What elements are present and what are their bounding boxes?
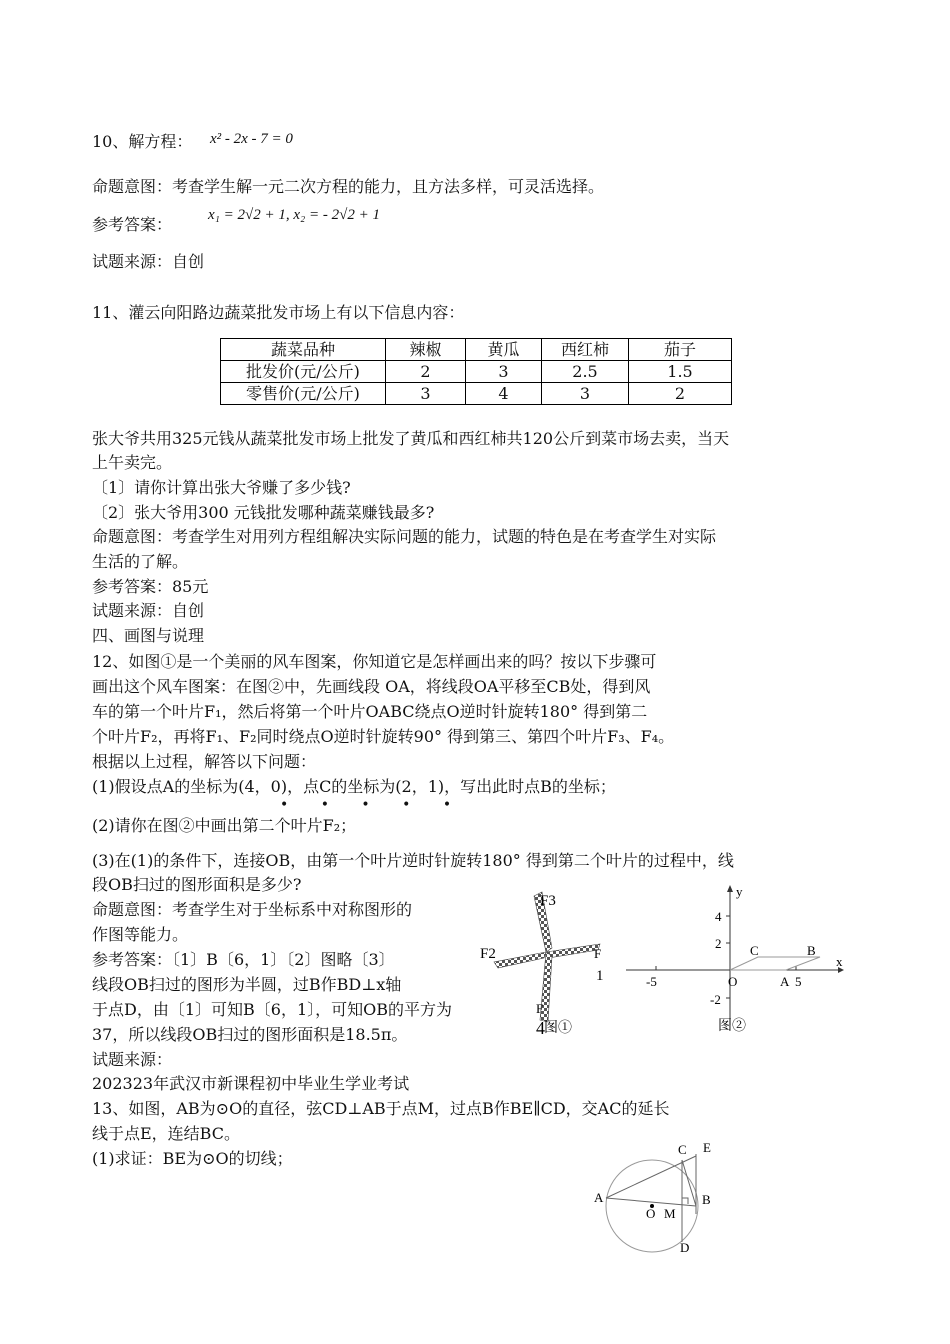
q11-intent-1: 命题意图：考查学生对用列方程组解决实际问题的能力，试题的特色是在考查学生对实际 <box>92 527 717 546</box>
table-cell: 3 <box>386 383 466 405</box>
q11-title: 11、灌云向阳路边蔬菜批发市场上有以下信息内容： <box>92 303 465 322</box>
q11-intent-2: 生活的了解。 <box>92 552 189 571</box>
q11-part-1: 〔1〕请你计算出张大爷赚了多少钱? <box>92 478 351 497</box>
point-b-label: B <box>702 1192 711 1207</box>
table-header-cell: 茄子 <box>629 339 732 361</box>
q13-line-2: 线于点E，连结BC。 <box>92 1124 240 1143</box>
table-header-cell: 西红柿 <box>542 339 629 361</box>
table-cell: 4 <box>466 383 542 405</box>
table-cell: 批发价(元/公斤) <box>221 361 386 383</box>
x-tick-label: 5 <box>795 974 802 989</box>
q12-part-3b: 段OB扫过的图形面积是多少? <box>92 875 302 894</box>
q10-source: 试题来源：自创 <box>92 252 205 271</box>
q12-line-2: 画出这个风车图案：在图②中，先画线段 OA，将线段OA平移至CB处，得到风 <box>92 677 651 696</box>
windmill-blade-f1 <box>546 944 600 958</box>
table-cell: 2 <box>386 361 466 383</box>
point-o-label: O <box>646 1206 656 1221</box>
table-row <box>221 361 732 383</box>
y-tick-label: 4 <box>715 909 722 924</box>
coordinate-figure <box>620 880 850 1036</box>
q12-source: 202323年武汉市新课程初中毕业生学业考试 <box>92 1074 410 1093</box>
q10-answer-label: 参考答案： <box>92 215 173 234</box>
q11-body-1: 张大爷共用325元钱从蔬菜批发市场上批发了黄瓜和西红柿共120公斤到菜市场去卖，当天 <box>92 429 730 448</box>
table-header-cell: 辣椒 <box>386 339 466 361</box>
x-tick-label: -5 <box>646 974 657 989</box>
segment-bc <box>682 1160 696 1206</box>
point-a-label: A <box>594 1190 604 1205</box>
windmill-figure <box>478 888 608 1040</box>
point-m-label: M <box>664 1206 676 1221</box>
fig1-label-4: 4 <box>536 1018 545 1038</box>
point-a-label: A <box>780 974 790 989</box>
q11-answer: 参考答案：85元 <box>92 577 209 596</box>
q10-line <box>92 131 192 153</box>
q12-intent-2: 作图等能力。 <box>92 925 189 944</box>
fig1-label-f3: F3 <box>540 893 556 909</box>
fig1-label-f: F <box>536 1001 544 1016</box>
q12-part-1: (1)假设点A的坐标为(4，0)，点C的坐标为(2，1)，写出此时点B的坐标； <box>92 777 616 796</box>
table-cell: 3 <box>542 383 629 405</box>
q12-intent-1: 命题意图：考查学生对于坐标系中对称图形的 <box>92 900 413 919</box>
point-e-label: E <box>703 1140 711 1155</box>
fig1-label-f: F <box>594 946 602 961</box>
fig1-label-f2: F2 <box>480 946 496 962</box>
fig1-label-1: 1 <box>596 968 604 984</box>
q10-equation: x² - 2x - 7 = 0 <box>210 131 293 147</box>
table-header-cell: 蔬菜品种 <box>221 339 386 361</box>
circle-figure <box>588 1136 728 1256</box>
table-cell: 2 <box>629 383 732 405</box>
vegetable-price-table <box>220 338 732 405</box>
q10-intent: 命题意图：考查学生解一元二次方程的能力，且方法多样，可灵活选择。 <box>92 177 605 196</box>
section-heading: 四、画图与说理 <box>92 626 205 645</box>
q12-line-3: 车的第一个叶片F₁，然后将第一个叶片OABC绕点O逆时针旋转180° 得到第二 <box>92 702 648 721</box>
y-axis-label: y <box>736 884 743 899</box>
table-cell: 3 <box>466 361 542 383</box>
x-axis-label: x <box>836 954 843 969</box>
q12-part-3a: (3)在(1)的条件下，连接OB，由第一个叶片逆时针旋转180° 得到第二个叶片的过程中，线 <box>92 851 734 870</box>
blade-oabc <box>730 957 820 970</box>
q12-line-1: 12、如图①是一个美丽的风车图案，你知道它是怎样画出来的吗？按以下步骤可 <box>92 652 657 671</box>
point-c-label: C <box>678 1142 687 1157</box>
fig2-caption: 图② <box>718 1019 746 1034</box>
point-d-label: D <box>680 1240 690 1255</box>
right-angle-mark <box>682 1198 688 1204</box>
q12-part-2: (2)请你在图②中画出第二个叶片F₂； <box>92 816 357 835</box>
q10-label: 10、解方程： <box>92 132 193 151</box>
q11-source: 试题来源：自创 <box>92 601 205 620</box>
q11-part-2: 〔2〕张大爷用300 元钱批发哪种蔬菜赚钱最多? <box>92 503 435 522</box>
table-cell: 零售价(元/公斤) <box>221 383 386 405</box>
q12-answer-4: 37，所以线段OB扫过的图形面积是18.5π。 <box>92 1025 408 1044</box>
q12-answer-2: 线段OB扫过的图形为半圆，过B作BD⊥x轴 <box>92 975 402 994</box>
table-cell: 2.5 <box>542 361 629 383</box>
point-b-label: B <box>807 943 816 958</box>
table-row <box>221 383 732 405</box>
q10-answer: x₁ = 2√2 + 1, x₂ = - 2√2 + 1 <box>208 207 380 223</box>
q12-answer-3: 于点D，由〔1〕可知B〔6，1〕，可知OB的平方为 <box>92 1000 453 1019</box>
table-cell: 1.5 <box>629 361 732 383</box>
q13-part-1: (1)求证：BE为⊙O的切线； <box>92 1149 293 1168</box>
q12-line-5: 根据以上过程，解答以下问题： <box>92 752 317 771</box>
table-header-cell: 黄瓜 <box>466 339 542 361</box>
point-c-label: C <box>750 943 759 958</box>
origin-label: O <box>728 974 738 989</box>
windmill-blade-f2 <box>494 952 546 968</box>
y-tick-label: -2 <box>710 992 721 1007</box>
table-header-row <box>221 339 732 361</box>
q12-answer-1: 参考答案：〔1〕B〔6，1〕〔2〕图略〔3〕 <box>92 950 395 969</box>
fig1-caption: 图① <box>544 1021 572 1036</box>
q12-source-label: 试题来源： <box>92 1050 173 1069</box>
y-tick-label: 2 <box>715 936 722 951</box>
q11-body-2: 上午卖完。 <box>92 453 173 472</box>
q12-line-4: 个叶片F₂，再将F₁、F₂同时绕点O逆时针旋转90° 得到第三、第四个叶片F₃、F₄。 <box>92 727 675 746</box>
q13-line-1: 13、如图，AB为⊙O的直径，弦CD⊥AB于点M，过点B作BE∥CD，交AC的延长 <box>92 1099 670 1118</box>
y-axis-arrow-icon <box>727 885 733 892</box>
emphasis-dots: • • • • • <box>280 797 466 813</box>
